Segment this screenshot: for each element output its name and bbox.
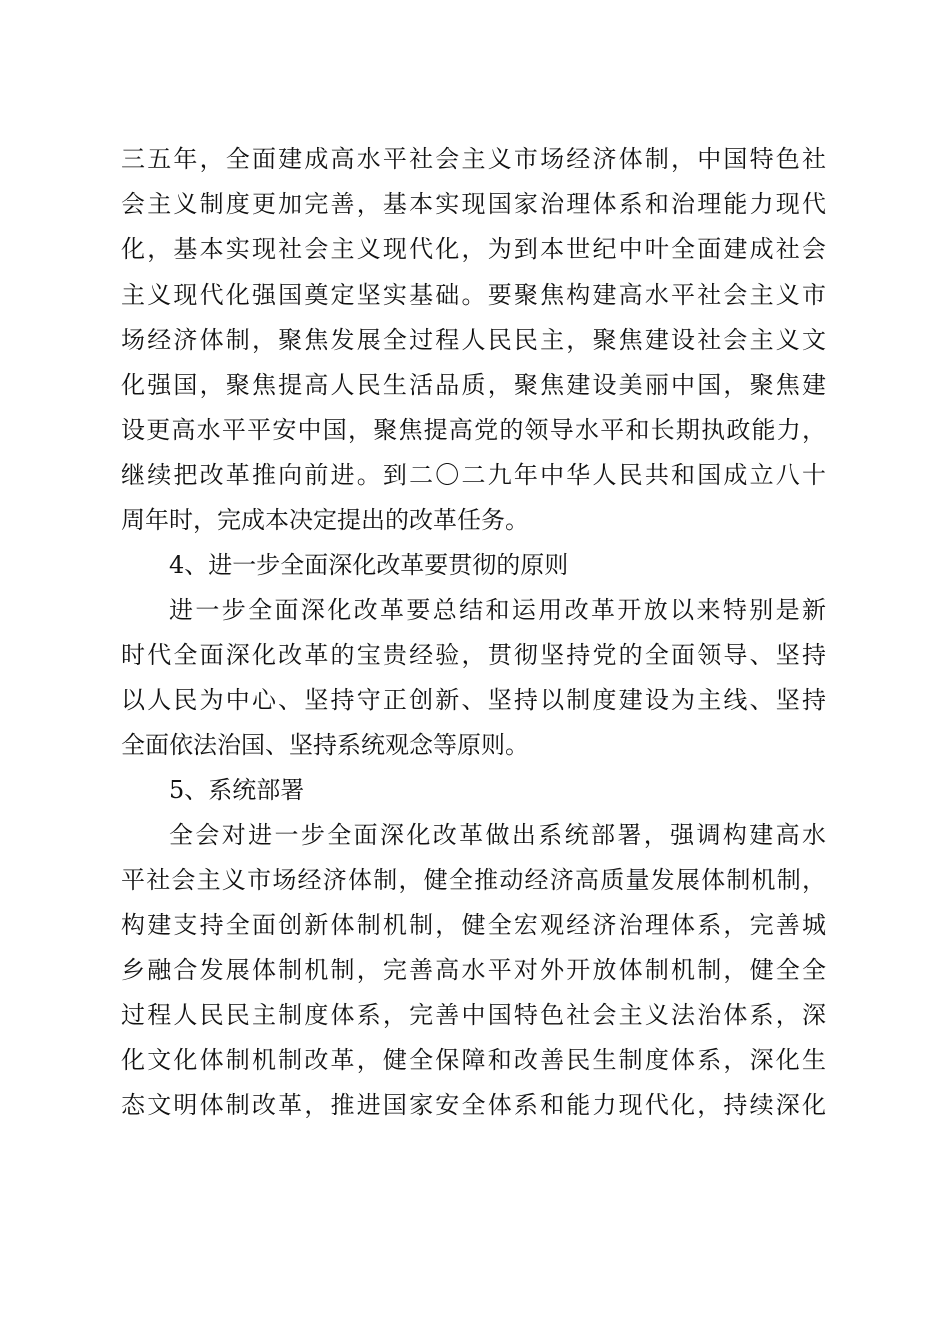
- paragraph-3-line-4: 乡融合发展体制机制，完善高水平对外开放体制机制，健全全: [121, 956, 826, 984]
- paragraph-1-line-5: 场经济体制，聚焦发展全过程人民民主，聚焦建设社会主义文: [121, 326, 826, 354]
- section-heading-5: 5、系统部署: [169, 776, 305, 804]
- paragraph-3-line-3: 构建支持全面创新体制机制，健全宏观经济治理体系，完善城: [121, 911, 826, 939]
- paragraph-3-line-1: 全会对进一步全面深化改革做出系统部署，强调构建高水: [169, 821, 826, 849]
- paragraph-3-line-6: 化文化体制机制改革，健全保障和改善民生制度体系，深化生: [121, 1046, 826, 1074]
- paragraph-1-line-2: 会主义制度更加完善，基本实现国家治理体系和治理能力现代: [121, 190, 826, 218]
- paragraph-1-line-4: 主义现代化强国奠定坚实基础。要聚焦构建高水平社会主义市: [121, 281, 826, 309]
- paragraph-2-line-2: 时代全面深化改革的宝贵经验，贯彻坚持党的全面领导、坚持: [121, 641, 826, 669]
- paragraph-1-line-7: 设更高水平平安中国，聚焦提高党的领导水平和长期执政能力，: [121, 416, 826, 444]
- paragraph-3-line-5: 过程人民民主制度体系，完善中国特色社会主义法治体系，深: [121, 1001, 826, 1029]
- paragraph-3-line-7: 态文明体制改革，推进国家安全体系和能力现代化，持续深化: [121, 1091, 826, 1119]
- paragraph-3-line-2: 平社会主义市场经济体制，健全推动经济高质量发展体制机制，: [121, 866, 826, 894]
- paragraph-1-line-8: 继续把改革推向前进。到二〇二九年中华人民共和国成立八十: [121, 461, 826, 489]
- paragraph-1-line-9: 周年时，完成本决定提出的改革任务。: [121, 506, 529, 534]
- section-heading-4: 4、进一步全面深化改革要贯彻的原则: [169, 551, 569, 579]
- paragraph-2-line-4: 全面依法治国、坚持系统观念等原则。: [121, 731, 529, 759]
- paragraph-1-line-3: 化，基本实现社会主义现代化，为到本世纪中叶全面建成社会: [121, 235, 826, 263]
- paragraph-1-line-1: 三五年，全面建成高水平社会主义市场经济体制，中国特色社: [121, 145, 826, 173]
- paragraph-2-line-1: 进一步全面深化改革要总结和运用改革开放以来特别是新: [169, 596, 826, 624]
- paragraph-1-line-6: 化强国，聚焦提高人民生活品质，聚焦建设美丽中国，聚焦建: [121, 371, 826, 399]
- paragraph-2-line-3: 以人民为中心、坚持守正创新、坚持以制度建设为主线、坚持: [121, 686, 826, 714]
